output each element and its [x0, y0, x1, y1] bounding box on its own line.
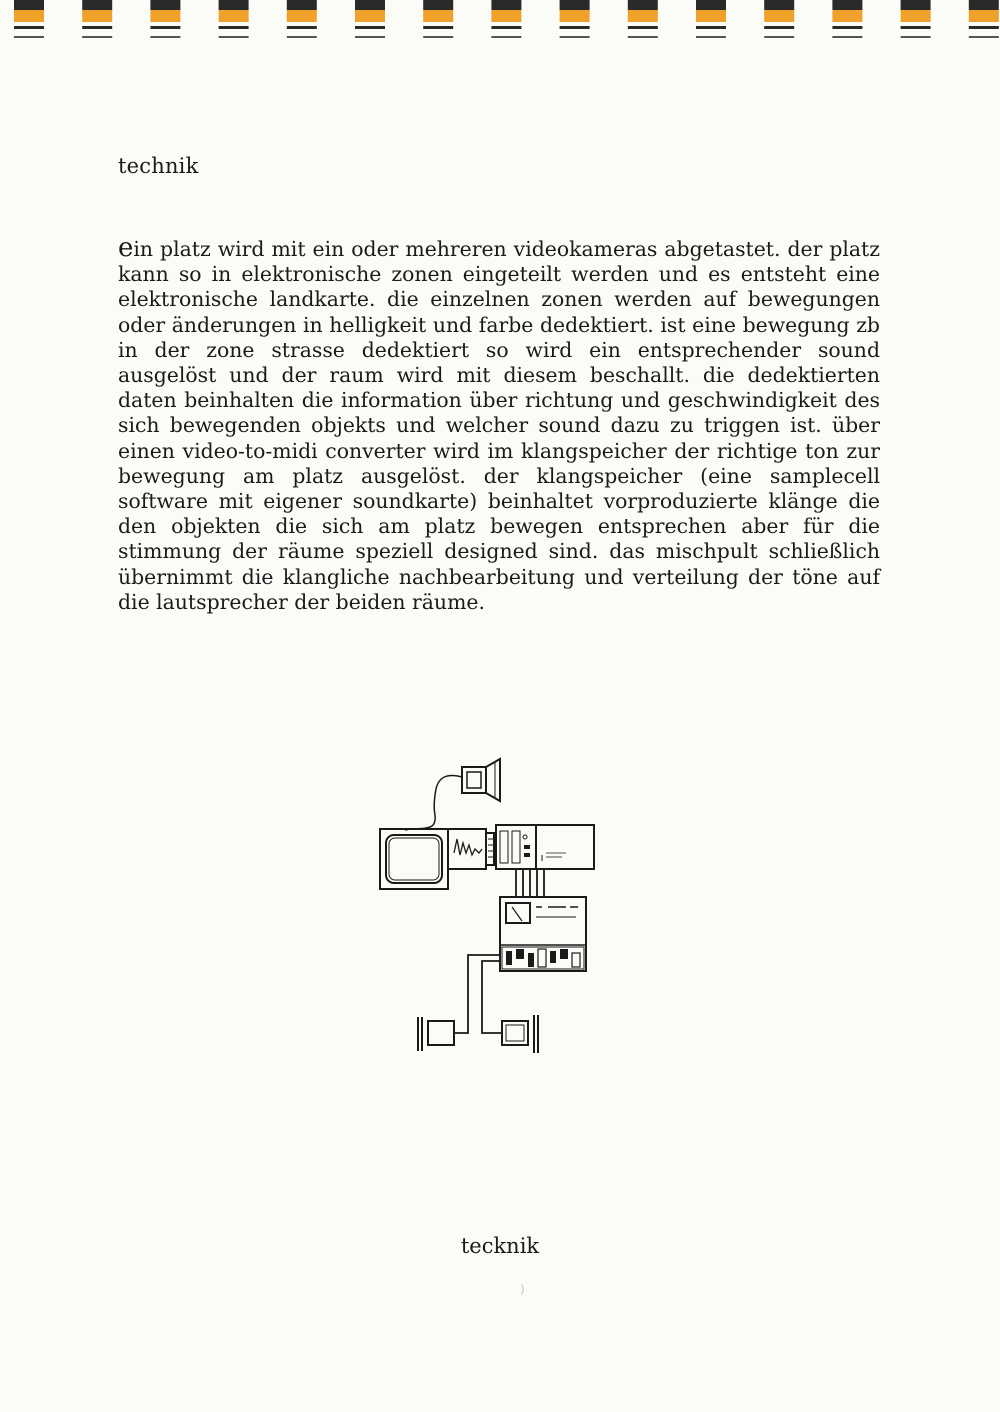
binding-loop	[219, 0, 249, 38]
body-text: in platz wird mit ein oder mehreren videokameras abgetastet. der platz kann so in elektronische zonen eingeteilt werden und es entsteht eine elektronische landkarte. die einzelnen zonen werden auf bewegungen oder änderungen in helligkeit und farbe dedektiert. ist eine bewegung zb in der zone strasse dedektiert so wird ein entsprechender sound ausgelöst und der raum wird mit diesem beschallt. die dedektierten daten beinhalten die information über richtung und geschwindigkeit des sich bewegenden objekts und welcher sound dazu zu triggen ist. über einen video-to-midi converter wird im klangspeicher der richtige ton zur bewegung am platz ausgelöst. der klangspeicher (eine samplecell software mit eigener soundkarte) beinhaltet vorproduzierte klänge die den objekten die sich am platz bewegen entsprechen aber für die stimmung der räume speziell designed sind. das mischpult schließlich übernimmt die klangliche nachbearbeitung und verteilung der töne auf die lautsprecher der beiden räume.	[118, 237, 880, 614]
computer-icon	[496, 825, 594, 869]
page-footer: tecknik	[460, 1234, 540, 1258]
footer-mark: )	[520, 1282, 525, 1296]
binding-loop	[150, 0, 180, 38]
camera-cable	[405, 776, 462, 831]
monitor-icon	[380, 829, 448, 889]
speaker-right-icon	[502, 1015, 538, 1053]
binding-loop	[628, 0, 658, 38]
binding-loop	[355, 0, 385, 38]
setup-diagram	[370, 755, 610, 1065]
binding-loop	[832, 0, 862, 38]
mixing-desk-icon	[500, 897, 586, 971]
binding-loop	[969, 0, 999, 38]
converter-icon	[448, 829, 494, 869]
spiral-binding	[0, 0, 1000, 52]
binding-loop	[491, 0, 521, 38]
section-title: technik	[118, 154, 199, 178]
binding-loop	[764, 0, 794, 38]
speaker-left-icon	[418, 1017, 454, 1051]
speaker-cable-left	[454, 955, 500, 1033]
binding-loop	[423, 0, 453, 38]
body-first-letter: e	[118, 233, 134, 263]
body-paragraph	[118, 233, 880, 615]
binding-loop	[82, 0, 112, 38]
binding-loop	[287, 0, 317, 38]
multi-cable	[516, 869, 544, 897]
binding-loop	[696, 0, 726, 38]
binding-loop	[901, 0, 931, 38]
video-camera-icon	[462, 759, 500, 801]
binding-loop	[560, 0, 590, 38]
binding-loop	[14, 0, 44, 38]
